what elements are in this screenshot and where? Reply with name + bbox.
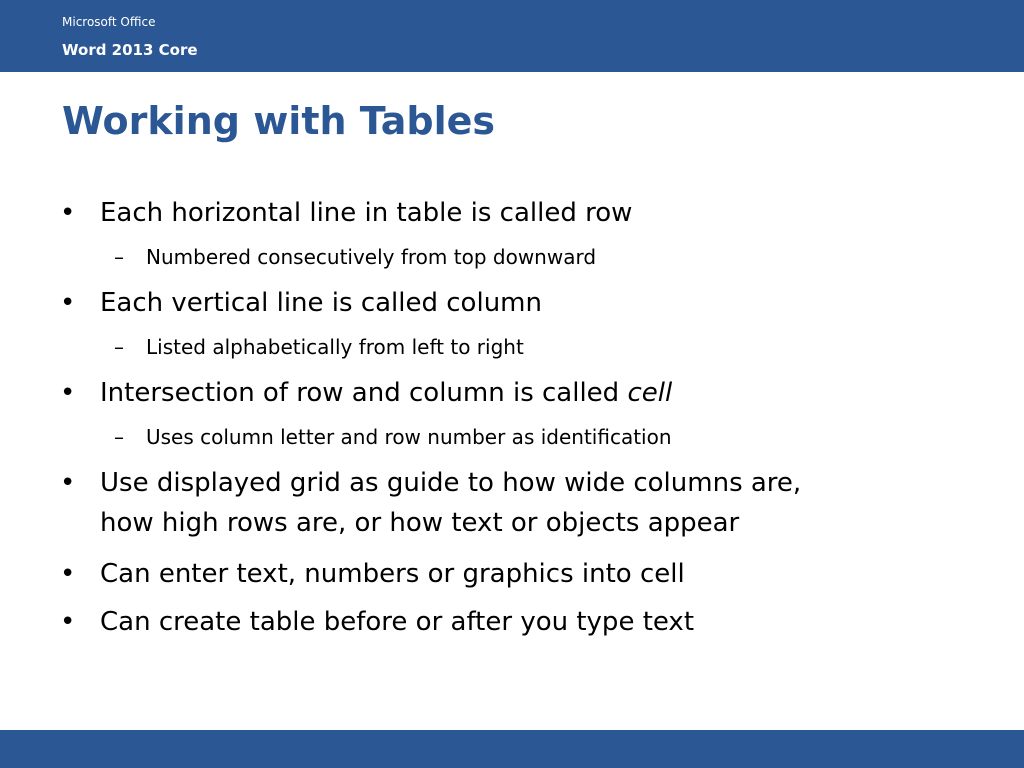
bullet-text: Can enter text, numbers or graphics into cell [100, 559, 685, 589]
bullet-text [100, 468, 801, 538]
bullet-marker: • [60, 559, 76, 589]
bullet-item [60, 554, 960, 594]
sub-bullet-text: Listed alphabetically from left to right [146, 335, 524, 359]
slide-title: Working with Tables [62, 99, 496, 143]
bullet-text: Each vertical line is called column [100, 288, 542, 318]
bullet-marker: • [60, 198, 76, 228]
bullet-marker: • [60, 288, 76, 318]
sub-bullet-item [114, 422, 966, 452]
bullet-item [60, 283, 960, 323]
bullet-marker: • [60, 378, 76, 408]
sub-bullet-text: Numbered consecutively from top downward [146, 245, 597, 269]
bullet-marker: • [60, 468, 76, 498]
footer-bar [0, 730, 1024, 768]
bullet-text-line-2: how high rows are, or how text or objects appear [100, 508, 740, 538]
bullet-text: Can create table before or after you type text [100, 607, 695, 637]
sub-bullet-text: Uses column letter and row number as identification [146, 425, 672, 449]
sub-bullet-marker: – [114, 425, 124, 449]
sub-bullet-item [114, 332, 966, 362]
bullet-emphasis-term: cell [627, 378, 673, 408]
bullet-item [60, 463, 960, 543]
header-course-name: Word 2013 Core [62, 41, 198, 59]
sub-bullet-item [114, 242, 966, 272]
bullet-item [60, 373, 960, 413]
bullet-text-line-1: Use displayed grid as guide to how wide columns are, [100, 468, 802, 498]
sub-bullet-marker: – [114, 335, 124, 359]
bullet-text: Each horizontal line in table is called row [100, 198, 633, 228]
bullet-text [100, 378, 672, 408]
bullet-item [60, 193, 960, 233]
bullet-marker: • [60, 607, 76, 637]
sub-bullet-marker: – [114, 245, 124, 269]
header-product-name: Microsoft Office [62, 15, 156, 29]
bullet-text-main: Intersection of row and column is called [100, 378, 628, 408]
bullet-item [60, 602, 960, 642]
